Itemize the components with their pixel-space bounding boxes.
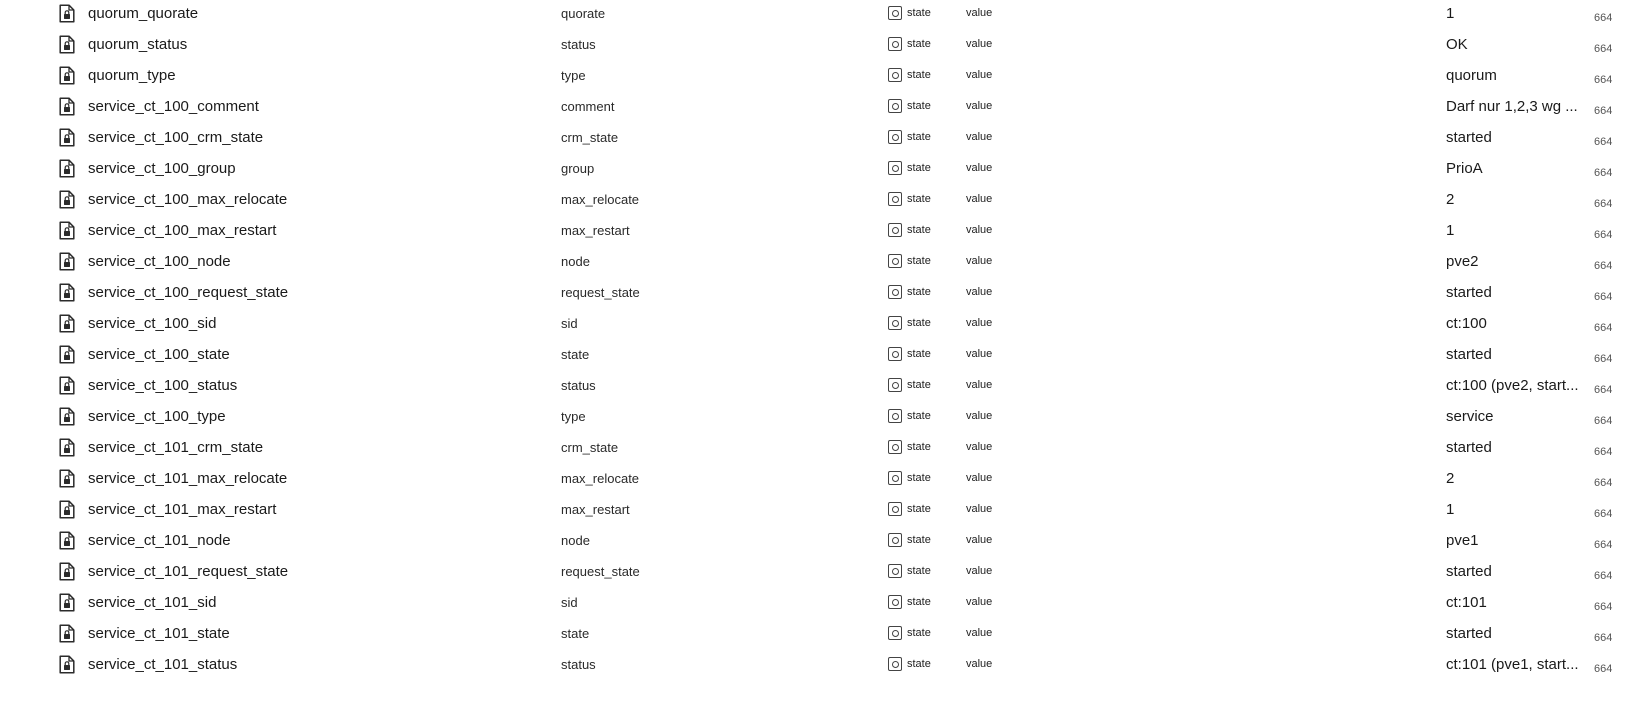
object-id[interactable]: service_ct_100_node (88, 252, 231, 270)
state-type-icon (888, 254, 902, 268)
object-role: value (966, 348, 993, 360)
object-value[interactable]: 1 (1446, 500, 1455, 518)
state-type-icon (888, 37, 902, 51)
state-type-icon (888, 502, 902, 516)
object-name: request_state (561, 563, 640, 579)
object-acl: 664 (1594, 446, 1613, 458)
object-name: max_restart (561, 501, 630, 517)
object-row[interactable] (0, 431, 1626, 463)
object-acl: 664 (1594, 43, 1613, 55)
locked-file-icon (58, 59, 76, 91)
object-value[interactable]: 2 (1446, 469, 1455, 487)
object-name: status (561, 377, 596, 393)
object-value[interactable]: quorum (1446, 66, 1497, 84)
state-type-icon (888, 130, 902, 144)
object-name: status (561, 36, 596, 52)
object-row[interactable] (0, 648, 1626, 680)
object-role: value (966, 286, 993, 298)
object-acl: 664 (1594, 12, 1613, 24)
object-row[interactable] (0, 586, 1626, 618)
object-row[interactable] (0, 400, 1626, 432)
locked-file-icon (58, 0, 76, 29)
object-row[interactable] (0, 524, 1626, 556)
object-value[interactable]: pve1 (1446, 531, 1479, 549)
object-type (888, 400, 958, 432)
object-id[interactable]: quorum_status (88, 35, 188, 53)
object-type-label: state (907, 627, 931, 639)
object-name: status (561, 656, 596, 672)
locked-file-icon (58, 555, 76, 587)
state-type-icon (888, 533, 902, 547)
object-role: value (966, 224, 993, 236)
object-name: state (561, 346, 590, 362)
object-id[interactable]: quorum_quorate (88, 4, 199, 22)
state-type-icon (888, 161, 902, 175)
locked-file-icon (58, 152, 76, 184)
object-type (888, 276, 958, 308)
object-name: node (561, 253, 590, 269)
object-role: value (966, 472, 993, 484)
object-row[interactable] (0, 276, 1626, 308)
object-type (888, 0, 958, 29)
object-id[interactable]: service_ct_101_crm_state (88, 438, 264, 456)
object-role: value (966, 131, 993, 143)
object-type (888, 462, 958, 494)
object-acl: 664 (1594, 601, 1613, 613)
object-role: value (966, 379, 993, 391)
object-type-label: state (907, 596, 931, 608)
object-role: value (966, 596, 993, 608)
object-type (888, 28, 958, 60)
object-acl: 664 (1594, 508, 1613, 520)
object-type-label: state (907, 69, 931, 81)
object-value[interactable]: started (1446, 438, 1492, 456)
locked-file-icon (58, 431, 76, 463)
object-type-label: state (907, 658, 931, 670)
object-id[interactable]: service_ct_101_request_state (88, 562, 289, 580)
object-type-label: state (907, 162, 931, 174)
object-value[interactable]: started (1446, 624, 1492, 642)
object-row[interactable] (0, 152, 1626, 184)
state-type-icon (888, 316, 902, 330)
object-type-label: state (907, 379, 931, 391)
object-type-label: state (907, 224, 931, 236)
object-acl: 664 (1594, 353, 1613, 365)
object-value[interactable]: started (1446, 345, 1492, 363)
object-type (888, 555, 958, 587)
object-name: max_relocate (561, 191, 640, 207)
object-id[interactable]: service_ct_100_request_state (88, 283, 289, 301)
locked-file-icon (58, 307, 76, 339)
object-row[interactable] (0, 28, 1626, 60)
object-id[interactable]: service_ct_100_type (88, 407, 226, 425)
object-name: sid (561, 594, 578, 610)
object-type-label: state (907, 100, 931, 112)
object-role: value (966, 317, 993, 329)
object-id[interactable]: quorum_type (88, 66, 176, 84)
object-acl: 664 (1594, 415, 1613, 427)
object-type (888, 617, 958, 649)
object-type (888, 586, 958, 618)
object-row[interactable] (0, 59, 1626, 91)
object-id[interactable]: service_ct_100_comment (88, 97, 259, 115)
object-type (888, 59, 958, 91)
object-acl: 664 (1594, 74, 1613, 86)
state-type-icon (888, 471, 902, 485)
state-type-icon (888, 99, 902, 113)
object-type (888, 338, 958, 370)
locked-file-icon (58, 462, 76, 494)
locked-file-icon (58, 90, 76, 122)
state-type-icon (888, 440, 902, 454)
object-type (888, 307, 958, 339)
locked-file-icon (58, 648, 76, 680)
object-type (888, 524, 958, 556)
object-name: max_restart (561, 222, 630, 238)
object-type-label: state (907, 131, 931, 143)
object-type-label: state (907, 472, 931, 484)
locked-file-icon (58, 400, 76, 432)
state-type-icon (888, 409, 902, 423)
state-type-icon (888, 626, 902, 640)
object-value[interactable]: started (1446, 283, 1492, 301)
object-acl: 664 (1594, 198, 1613, 210)
object-row[interactable] (0, 0, 1626, 29)
state-type-icon (888, 68, 902, 82)
object-role: value (966, 100, 993, 112)
state-type-icon (888, 347, 902, 361)
object-acl: 664 (1594, 570, 1613, 582)
object-type-label: state (907, 7, 931, 19)
object-acl: 664 (1594, 229, 1613, 241)
object-value[interactable]: 1 (1446, 221, 1455, 239)
object-role: value (966, 565, 993, 577)
object-row[interactable] (0, 338, 1626, 370)
object-type (888, 493, 958, 525)
locked-file-icon (58, 276, 76, 308)
object-value[interactable]: ct:101 (pve1, start... (1446, 655, 1579, 673)
state-type-icon (888, 6, 902, 20)
object-id[interactable]: service_ct_101_status (88, 655, 238, 673)
locked-file-icon (58, 214, 76, 246)
object-type-label: state (907, 317, 931, 329)
object-type-label: state (907, 286, 931, 298)
object-row[interactable] (0, 462, 1626, 494)
object-value[interactable]: ct:101 (1446, 593, 1487, 611)
object-type (888, 214, 958, 246)
object-row[interactable] (0, 555, 1626, 587)
object-id[interactable]: service_ct_100_state (88, 345, 230, 363)
object-role: value (966, 255, 993, 267)
object-row[interactable] (0, 183, 1626, 215)
locked-file-icon (58, 338, 76, 370)
object-id[interactable]: service_ct_100_max_restart (88, 221, 277, 239)
object-role: value (966, 534, 993, 546)
object-id[interactable]: service_ct_100_status (88, 376, 238, 394)
object-value[interactable]: 1 (1446, 4, 1455, 22)
object-role: value (966, 410, 993, 422)
locked-file-icon (58, 524, 76, 556)
object-name: max_relocate (561, 470, 640, 486)
object-value[interactable]: OK (1446, 35, 1468, 53)
object-name: type (561, 67, 586, 83)
object-role: value (966, 38, 993, 50)
object-row[interactable] (0, 617, 1626, 649)
object-type-label: state (907, 348, 931, 360)
object-id[interactable]: service_ct_101_max_restart (88, 500, 277, 518)
object-name: group (561, 160, 595, 176)
object-type (888, 121, 958, 153)
locked-file-icon (58, 617, 76, 649)
object-id[interactable]: service_ct_101_node (88, 531, 231, 549)
object-role: value (966, 193, 993, 205)
object-acl: 664 (1594, 663, 1613, 675)
object-value[interactable]: Darf nur 1,2,3 wg ... (1446, 97, 1578, 115)
state-type-icon (888, 285, 902, 299)
object-type-label: state (907, 441, 931, 453)
object-acl: 664 (1594, 260, 1613, 272)
locked-file-icon (58, 121, 76, 153)
object-acl: 664 (1594, 167, 1613, 179)
object-value[interactable]: ct:100 (1446, 314, 1487, 332)
object-row[interactable] (0, 369, 1626, 401)
object-row[interactable] (0, 90, 1626, 122)
object-name: type (561, 408, 586, 424)
object-type (888, 431, 958, 463)
object-value[interactable]: PrioA (1446, 159, 1483, 177)
object-acl: 664 (1594, 384, 1613, 396)
locked-file-icon (58, 245, 76, 277)
state-type-icon (888, 192, 902, 206)
object-row[interactable] (0, 214, 1626, 246)
object-role: value (966, 658, 993, 670)
object-id[interactable]: service_ct_101_sid (88, 593, 217, 611)
locked-file-icon (58, 183, 76, 215)
object-type (888, 369, 958, 401)
object-type-label: state (907, 503, 931, 515)
object-row[interactable] (0, 493, 1626, 525)
object-value[interactable]: ct:100 (pve2, start... (1446, 376, 1579, 394)
object-type-label: state (907, 255, 931, 267)
object-role: value (966, 7, 993, 19)
object-type (888, 183, 958, 215)
object-id[interactable]: service_ct_100_sid (88, 314, 217, 332)
object-type-label: state (907, 38, 931, 50)
object-id[interactable]: service_ct_100_group (88, 159, 236, 177)
object-type-label: state (907, 565, 931, 577)
object-type (888, 648, 958, 680)
object-row[interactable] (0, 245, 1626, 277)
object-role: value (966, 162, 993, 174)
object-acl: 664 (1594, 539, 1613, 551)
state-type-icon (888, 378, 902, 392)
object-acl: 664 (1594, 291, 1613, 303)
locked-file-icon (58, 493, 76, 525)
object-row[interactable] (0, 307, 1626, 339)
object-name: request_state (561, 284, 640, 300)
object-type-label: state (907, 193, 931, 205)
object-name: comment (561, 98, 615, 114)
object-type-label: state (907, 410, 931, 422)
object-type (888, 152, 958, 184)
state-type-icon (888, 564, 902, 578)
object-name: sid (561, 315, 578, 331)
locked-file-icon (58, 28, 76, 60)
object-row[interactable] (0, 121, 1626, 153)
object-name: state (561, 625, 590, 641)
object-type-label: state (907, 534, 931, 546)
object-type (888, 245, 958, 277)
object-id[interactable]: service_ct_101_state (88, 624, 230, 642)
object-role: value (966, 627, 993, 639)
locked-file-icon (58, 369, 76, 401)
object-id[interactable]: service_ct_101_max_relocate (88, 469, 288, 487)
object-type (888, 90, 958, 122)
object-role: value (966, 503, 993, 515)
object-name: crm_state (561, 439, 619, 455)
object-name: node (561, 532, 590, 548)
state-type-icon (888, 595, 902, 609)
object-name: quorate (561, 5, 606, 21)
object-id[interactable]: service_ct_100_crm_state (88, 128, 264, 146)
object-role: value (966, 69, 993, 81)
object-acl: 664 (1594, 136, 1613, 148)
object-acl: 664 (1594, 632, 1613, 644)
state-type-icon (888, 223, 902, 237)
object-acl: 664 (1594, 322, 1613, 334)
object-name: crm_state (561, 129, 619, 145)
object-value[interactable]: started (1446, 128, 1492, 146)
object-value[interactable]: started (1446, 562, 1492, 580)
object-acl: 664 (1594, 105, 1613, 117)
state-type-icon (888, 657, 902, 671)
object-value[interactable]: service (1446, 407, 1494, 425)
locked-file-icon (58, 586, 76, 618)
object-value[interactable]: 2 (1446, 190, 1455, 208)
object-value[interactable]: pve2 (1446, 252, 1479, 270)
object-role: value (966, 441, 993, 453)
object-acl: 664 (1594, 477, 1613, 489)
object-id[interactable]: service_ct_100_max_relocate (88, 190, 288, 208)
